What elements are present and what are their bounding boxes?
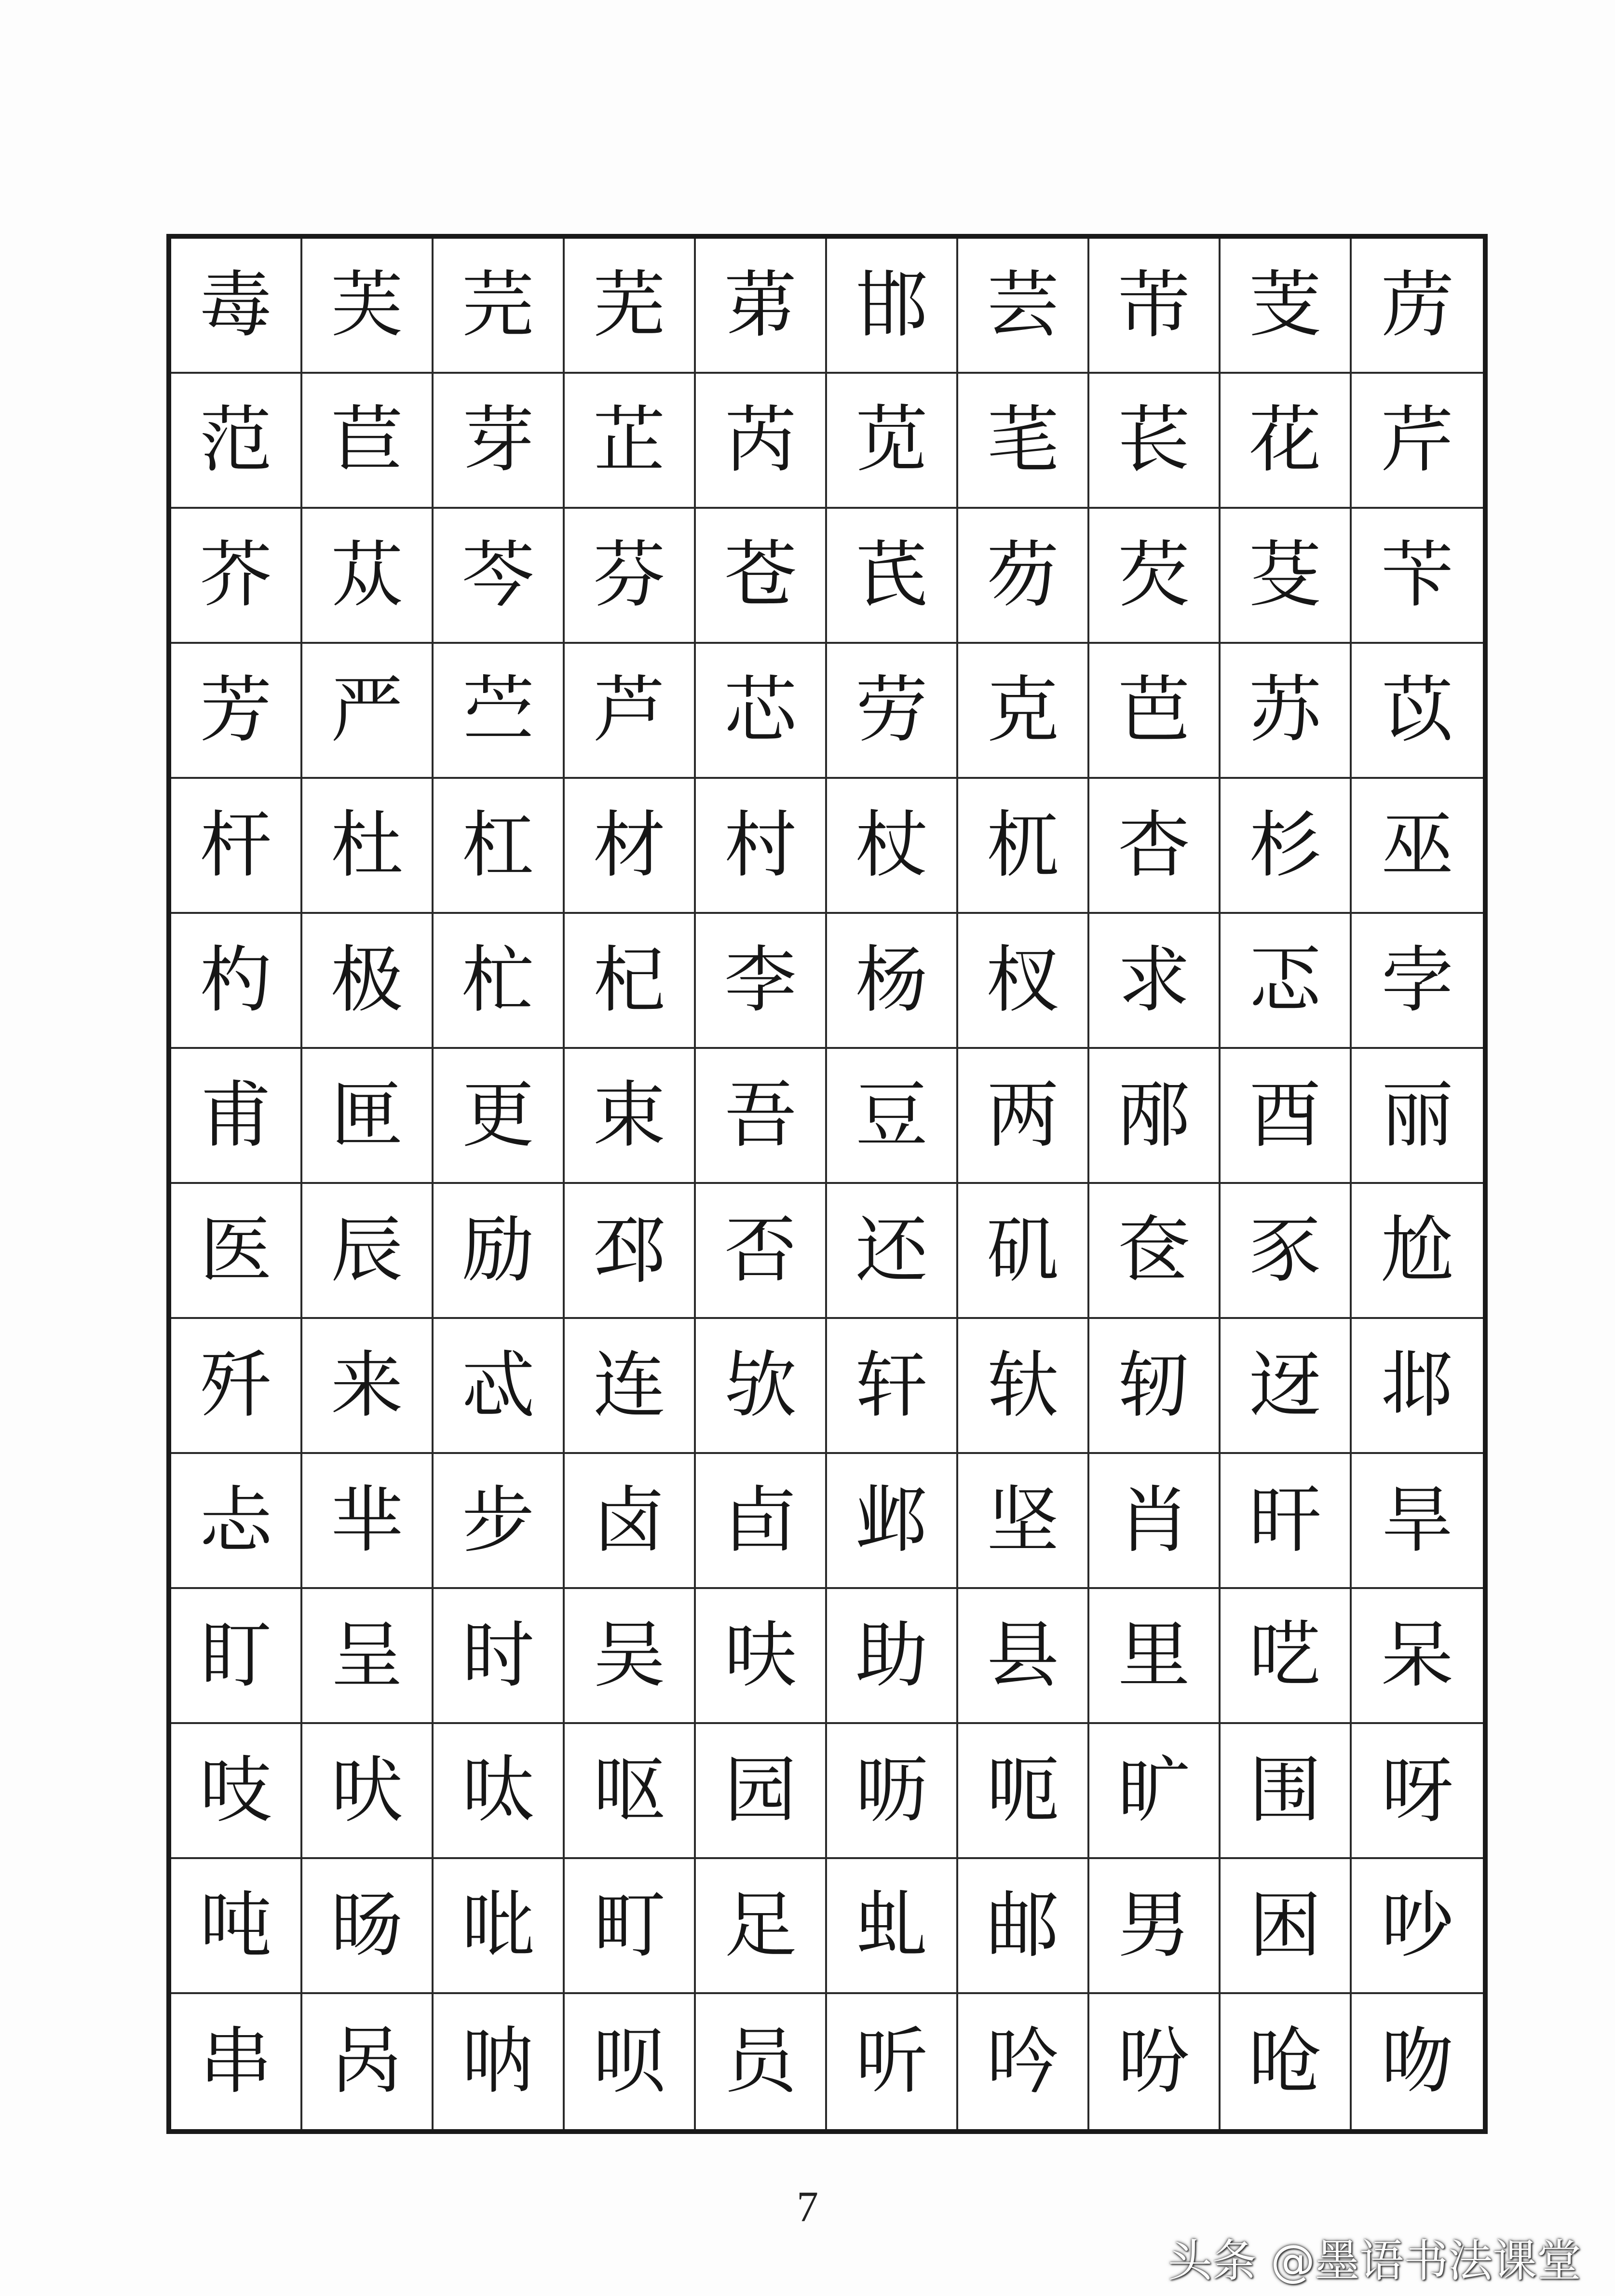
grid-cell-character: 坚 xyxy=(958,1454,1089,1589)
grid-cell-character: 杆 xyxy=(171,779,302,914)
grid-cell-character: 来 xyxy=(302,1319,434,1454)
watermark-text: 头条 @墨语书法课堂 xyxy=(1167,2235,1581,2287)
grid-cell-character: 极 xyxy=(302,914,434,1049)
grid-cell-character: 呛 xyxy=(1221,1994,1352,2129)
grid-cell-character: 尬 xyxy=(1352,1184,1483,1319)
grid-cell-character: 奁 xyxy=(1089,1184,1221,1319)
grid-cell-character: 听 xyxy=(827,1994,958,2129)
grid-cell-character: 旷 xyxy=(1089,1724,1221,1859)
grid-cell-character: 时 xyxy=(434,1589,565,1724)
grid-cell-character: 吨 xyxy=(171,1859,302,1994)
grid-cell-character: 吡 xyxy=(434,1859,565,1994)
page-number: 7 xyxy=(797,2183,818,2231)
grid-cell-character: 芦 xyxy=(565,644,696,779)
grid-cell-character: 芟 xyxy=(1221,509,1352,644)
grid-cell-character: 苈 xyxy=(1352,239,1483,374)
grid-cell-character: 杨 xyxy=(827,914,958,1049)
grid-cell-character: 旱 xyxy=(1352,1454,1483,1589)
grid-cell-character: 呀 xyxy=(1352,1724,1483,1859)
grid-cell-character: 呃 xyxy=(958,1724,1089,1859)
grid-cell-character: 矶 xyxy=(958,1184,1089,1319)
grid-cell-character: 芜 xyxy=(565,239,696,374)
grid-cell-character: 芯 xyxy=(696,644,827,779)
grid-cell-character: 求 xyxy=(1089,914,1221,1049)
grid-cell-character: 两 xyxy=(958,1049,1089,1184)
grid-cell-character: 呕 xyxy=(565,1724,696,1859)
grid-cell-character: 助 xyxy=(827,1589,958,1724)
grid-cell-character: 丽 xyxy=(1352,1049,1483,1184)
grid-cell-character: 匣 xyxy=(302,1049,434,1184)
grid-cell-character: 芮 xyxy=(696,374,827,509)
grid-cell-character: 杜 xyxy=(302,779,434,914)
grid-cell-character: 町 xyxy=(565,1859,696,1994)
grid-cell-character: 豕 xyxy=(1221,1184,1352,1319)
grid-cell-character: 呗 xyxy=(565,1994,696,2129)
grid-cell-character: 芪 xyxy=(827,509,958,644)
grid-cell-character: 卤 xyxy=(565,1454,696,1589)
grid-cell-character: 吱 xyxy=(171,1724,302,1859)
grid-cell-character: 更 xyxy=(434,1049,565,1184)
grid-cell-character: 甫 xyxy=(171,1049,302,1184)
character-grid xyxy=(166,234,1488,2134)
grid-cell-character: 材 xyxy=(565,779,696,914)
grid-cell-character: 苡 xyxy=(1352,644,1483,779)
grid-cell-character: 里 xyxy=(1089,1589,1221,1724)
grid-cell-character: 豆 xyxy=(827,1049,958,1184)
grid-cell-character: 杓 xyxy=(171,914,302,1049)
grid-cell-character: 呆 xyxy=(1352,1589,1483,1724)
watermark xyxy=(1168,2226,1581,2289)
grid-cell-character: 轪 xyxy=(958,1319,1089,1454)
grid-cell-character: 杞 xyxy=(565,914,696,1049)
grid-cell-character: 范 xyxy=(171,374,302,509)
grid-cell-character: 励 xyxy=(434,1184,565,1319)
grid-cell-character: 芡 xyxy=(1089,509,1221,644)
grid-cell-character: 杖 xyxy=(827,779,958,914)
grid-cell-character: 呈 xyxy=(302,1589,434,1724)
grid-cell-character: 酉 xyxy=(1221,1049,1352,1184)
grid-cell-character: 芙 xyxy=(302,239,434,374)
grid-cell-character: 苄 xyxy=(1352,509,1483,644)
grid-cell-character: 还 xyxy=(827,1184,958,1319)
grid-cell-character: 芩 xyxy=(434,509,565,644)
grid-cell-character: 苏 xyxy=(1221,644,1352,779)
grid-cell-character: 苍 xyxy=(696,509,827,644)
grid-cell-character: 肖 xyxy=(1089,1454,1221,1589)
grid-cell-character: 卣 xyxy=(696,1454,827,1589)
grid-cell-character: 呓 xyxy=(1221,1589,1352,1724)
grid-cell-character: 串 xyxy=(171,1994,302,2129)
grid-cell-character: 邯 xyxy=(827,239,958,374)
grid-cell-character: 孛 xyxy=(1352,914,1483,1049)
grid-cell-character: 步 xyxy=(434,1454,565,1589)
grid-cell-character: 医 xyxy=(171,1184,302,1319)
grid-cell-character: 芰 xyxy=(1221,239,1352,374)
grid-cell-character: 轩 xyxy=(827,1319,958,1454)
grid-cell-character: 连 xyxy=(565,1319,696,1454)
grid-cell-character: 忒 xyxy=(434,1319,565,1454)
grid-cell-character: 吴 xyxy=(565,1589,696,1724)
grid-cell-character: 邳 xyxy=(565,1184,696,1319)
grid-cell-character: 克 xyxy=(958,644,1089,779)
grid-cell-character: 芽 xyxy=(434,374,565,509)
grid-cell-character: 芈 xyxy=(302,1454,434,1589)
grid-cell-character: 芾 xyxy=(1089,239,1221,374)
grid-cell-character: 县 xyxy=(958,1589,1089,1724)
grid-cell-character: 呋 xyxy=(696,1589,827,1724)
grid-cell-character: 呖 xyxy=(827,1724,958,1859)
grid-cell-character: 困 xyxy=(1221,1859,1352,1994)
grid-cell-character: 芬 xyxy=(565,509,696,644)
grid-cell-character: 杉 xyxy=(1221,779,1352,914)
grid-cell-character: 旰 xyxy=(1221,1454,1352,1589)
grid-cell-character: 苌 xyxy=(1089,374,1221,509)
grid-cell-character: 邶 xyxy=(1352,1319,1483,1454)
grid-cell-character: 束 xyxy=(565,1049,696,1184)
grid-cell-character: 严 xyxy=(302,644,434,779)
grid-cell-character: 足 xyxy=(696,1859,827,1994)
grid-cell-character: 迓 xyxy=(1221,1319,1352,1454)
grid-cell-character: 芴 xyxy=(958,509,1089,644)
grid-cell-character: 巫 xyxy=(1352,779,1483,914)
grid-cell-character: 轫 xyxy=(1089,1319,1221,1454)
grid-cell-character: 忑 xyxy=(1221,914,1352,1049)
grid-cell-character: 虬 xyxy=(827,1859,958,1994)
grid-cell-character: 苎 xyxy=(434,644,565,779)
grid-cell-character: 芥 xyxy=(171,509,302,644)
grid-cell-character: 呔 xyxy=(434,1724,565,1859)
grid-cell-character: 欤 xyxy=(696,1319,827,1454)
grid-cell-character: 毒 xyxy=(171,239,302,374)
grid-cell-character: 芹 xyxy=(1352,374,1483,509)
grid-cell-character: 邮 xyxy=(958,1859,1089,1994)
grid-cell-character: 园 xyxy=(696,1724,827,1859)
grid-cell-character: 吟 xyxy=(958,1994,1089,2129)
grid-cell-character: 苁 xyxy=(302,509,434,644)
grid-cell-character: 否 xyxy=(696,1184,827,1319)
grid-cell-character: 男 xyxy=(1089,1859,1221,1994)
grid-cell-character: 苐 xyxy=(696,239,827,374)
grid-cell-character: 吻 xyxy=(1381,2020,1453,2104)
grid-cell-character: 劳 xyxy=(827,644,958,779)
grid-cell-character: 呙 xyxy=(302,1994,434,2129)
grid-cell-character: 芸 xyxy=(958,239,1089,374)
grid-cell-character: 芭 xyxy=(1089,644,1221,779)
grid-cell-character: 邴 xyxy=(1089,1049,1221,1184)
grid-cell-character: 杠 xyxy=(434,779,565,914)
grid-cell-character: 苣 xyxy=(302,374,434,509)
grid-cell-character: 杈 xyxy=(958,914,1089,1049)
grid-cell-character: 芷 xyxy=(565,374,696,509)
grid-cell-character: 苋 xyxy=(827,374,958,509)
grid-cell-character: 邺 xyxy=(827,1454,958,1589)
grid-cell-character: 忐 xyxy=(171,1454,302,1589)
grid-cell-character: 旸 xyxy=(302,1859,434,1994)
grid-cell-character: 芼 xyxy=(958,374,1089,509)
grid-cell-character: 吠 xyxy=(302,1724,434,1859)
grid-cell-character: 芫 xyxy=(434,239,565,374)
grid-cell-character: 员 xyxy=(696,1994,827,2129)
grid-cell-character: 杧 xyxy=(434,914,565,1049)
grid-cell-character: 李 xyxy=(696,914,827,1049)
grid-cell-character: 围 xyxy=(1221,1724,1352,1859)
grid-cell-character: 芳 xyxy=(171,644,302,779)
grid-cell-character: 辰 xyxy=(302,1184,434,1319)
grid-cell-character: 盯 xyxy=(171,1589,302,1724)
grid-cell-character: 呐 xyxy=(434,1994,565,2129)
grid-cell-character: 村 xyxy=(696,779,827,914)
grid-cell-character: 杏 xyxy=(1089,779,1221,914)
grid-cell-character: 吾 xyxy=(696,1049,827,1184)
grid-cell-character: 花 xyxy=(1221,374,1352,509)
grid-cell-character: 吩 xyxy=(1089,1994,1221,2129)
grid-cell-character: 歼 xyxy=(171,1319,302,1454)
grid-cell-character: 吵 xyxy=(1352,1859,1483,1994)
grid-cell-character: 杌 xyxy=(958,779,1089,914)
